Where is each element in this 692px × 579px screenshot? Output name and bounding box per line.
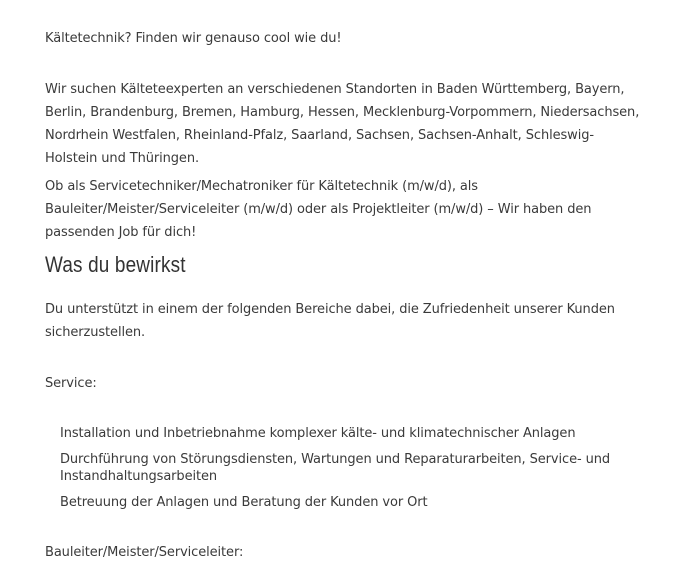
service-label: Service:: [45, 376, 97, 391]
locations-paragraph: Wir suchen Kälteteexperten an verschiedenen Standorten in Baden Württemberg, Bayern, Berlin, Brandenburg, Bremen, Hamburg, Hessen, Mecklenburg-Vorpommern, Niedersachsen, Nordrhein Westfalen, Rheinland-Pfalz, Saarland, Sachsen, Sachsen-Anhalt, Schleswig-Holstein und Thüringen.: [45, 82, 640, 166]
intro-text: Kältetechnik? Finden wir genauso cool wie du!: [45, 31, 342, 46]
section-intro-text: Du unterstützt in einem der folgenden Bereiche dabei, die Zufriedenheit unserer Kunden sicherzustellen.: [45, 302, 615, 340]
list-item: Betreuung der Anlagen und Beratung der Kunden vor Ort: [60, 495, 428, 510]
roles-paragraph: Ob als Servicetechniker/Mechatroniker für Kältetechnik (m/w/d), als Bauleiter/Meister/Serviceleiter (m/w/d) oder als Projektleiter (m/w/d) – Wir haben den passenden Job für dich!: [45, 179, 592, 240]
section-heading: Was du bewirkst: [45, 252, 186, 277]
list-item: Durchführung von Störungsdiensten, Wartungen und Reparaturarbeiten, Service- und Instandhaltungsarbeiten: [60, 452, 611, 484]
list-item: Installation und Inbetriebnahme komplexer kälte- und klimatechnischer Anlagen: [60, 426, 576, 441]
bauleiter-label: Bauleiter/Meister/Serviceleiter:: [45, 545, 244, 560]
